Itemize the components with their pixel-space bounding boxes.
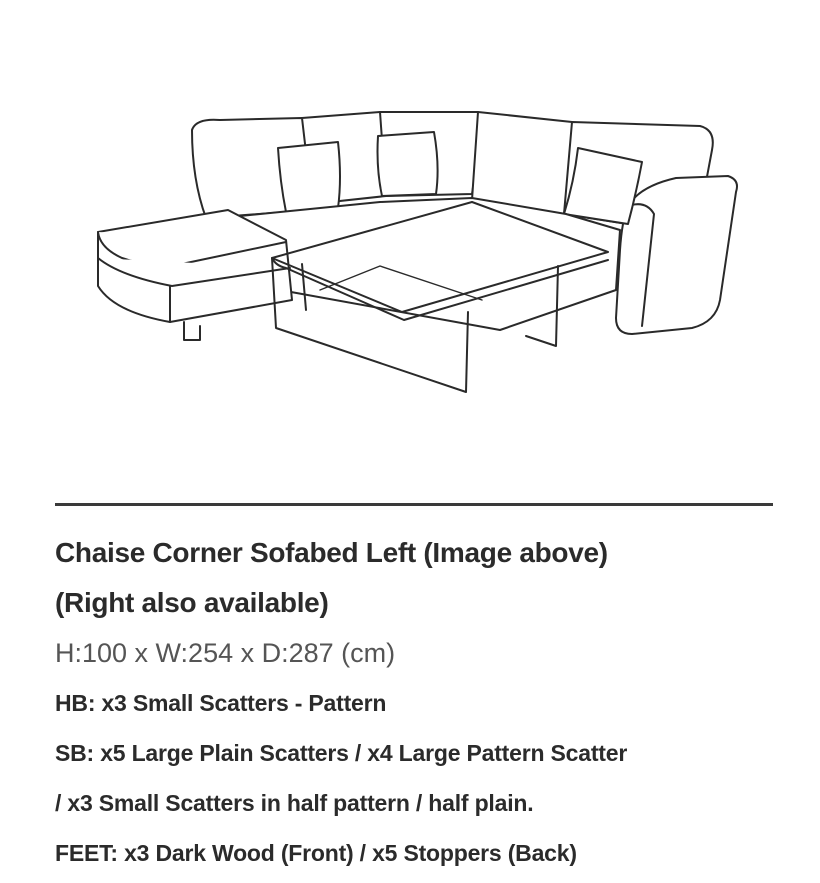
chaise-corner-sofabed-icon bbox=[80, 90, 760, 410]
divider bbox=[55, 503, 773, 506]
hb-scatters: HB: x3 Small Scatters - Pattern bbox=[55, 690, 387, 716]
feet-spec: FEET: x3 Dark Wood (Front) / x5 Stoppers (Back) bbox=[55, 840, 577, 866]
product-title: Chaise Corner Sofabed Left (Image above) bbox=[55, 537, 608, 568]
product-dimensions: H:100 x W:254 x D:287 (cm) bbox=[55, 638, 396, 668]
sb-scatters-continued: / x3 Small Scatters in half pattern / half plain. bbox=[55, 790, 534, 816]
product-spec bbox=[55, 528, 795, 878]
product-subtitle: (Right also available) bbox=[55, 587, 329, 618]
sb-scatters: SB: x5 Large Plain Scatters / x4 Large Pattern Scatter bbox=[55, 740, 628, 766]
